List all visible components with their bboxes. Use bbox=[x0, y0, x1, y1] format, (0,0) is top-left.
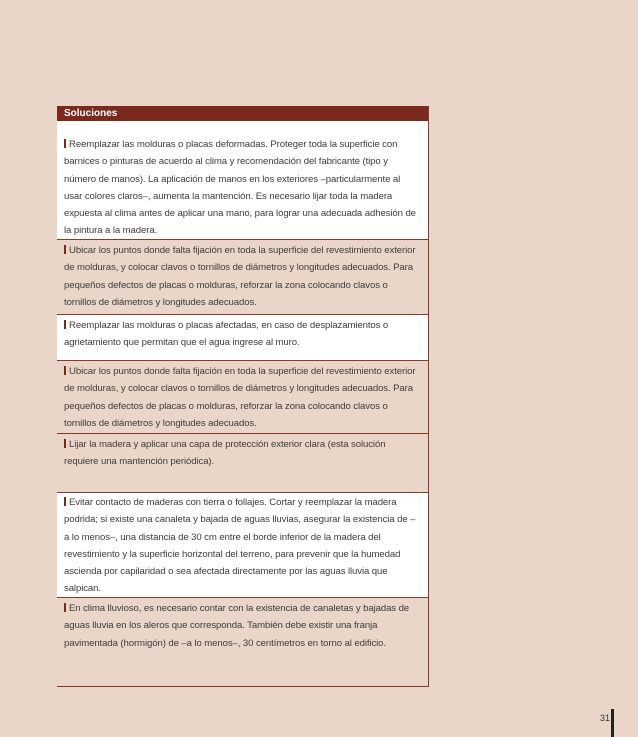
solutions-panel bbox=[57, 106, 429, 687]
solution-item bbox=[57, 434, 428, 492]
solution-text: Ubicar los puntos donde falta fijación en toda la superficie del revestimiento exterior de molduras, y colocar clavos o tornillos de diámetros y longitudes adecuados. Para pequeños defectos de placas o molduras, reforzar la zona colocando clavos o tornillos de diámetros y longitudes adecuados. bbox=[64, 245, 416, 308]
solution-item bbox=[57, 315, 428, 360]
bullet-bar bbox=[64, 497, 66, 506]
solution-text: Lijar la madera y aplicar una capa de protección exterior clara (esta solución requiere una mantención periódica). bbox=[64, 439, 386, 468]
solution-item bbox=[57, 598, 428, 686]
page-marker-bar bbox=[611, 709, 614, 737]
solution-text: Reemplazar las molduras o placas afectadas, en caso de desplazamientos o agrietamiento que permitan que el agua ingrese al muro. bbox=[64, 320, 389, 349]
bullet-bar bbox=[64, 245, 66, 254]
solution-text: Ubicar los puntos donde falta fijación en toda la superficie del revestimiento exterior de molduras, y colocar clavos o tornillos de diámetros y longitudes adecuados. Para pequeños defectos de placas o molduras, reforzar la zona colocando clavos o tornillos de diámetros y longitudes adecuados. bbox=[64, 366, 416, 429]
bullet-bar bbox=[64, 439, 66, 448]
page-number: 31 bbox=[600, 713, 611, 723]
bullet-bar bbox=[64, 366, 66, 375]
solution-item bbox=[57, 493, 428, 597]
bullet-bar bbox=[64, 603, 66, 612]
bullet-bar bbox=[64, 139, 66, 148]
solution-text: En clima lluvioso, es necesario contar con la existencia de canaletas y bajadas de aguas lluvia en los aleros que corresponda. También debe existir una franja pavimentada (hormigón) de –a lo menos–, 30 centímetros en torno al edificio. bbox=[64, 603, 410, 649]
solution-item bbox=[57, 121, 428, 239]
panel-header: Soluciones bbox=[57, 106, 428, 121]
solution-text: Evitar contacto de maderas con tierra o follajes. Cortar y reemplazar la madera podrida; si existe una canaleta y bajada de aguas lluvias, asegurar la existencia de –a lo menos–, una distancia de 30 cm entre el borde inferior de la madera del revestimiento y la superficie horizontal del terreno, para prevenir que la humedad ascienda por capilaridad o sea afectada directamente por las aguas lluvia que salpican. bbox=[64, 497, 416, 595]
solution-item bbox=[57, 361, 428, 433]
solution-item bbox=[57, 240, 428, 314]
solution-text: Reemplazar las molduras o placas deformadas. Proteger toda la superficie con barnices o pinturas de acuerdo al clima y recomendación del fabricante (tipo y número de manos). La aplicación de manos en los exteriores –particularmente al usar colores claros–, aumenta la mantención. Es necesario lijar toda la madera expuesta al clima antes de aplicar una mano, para lograr una adecuada adhesión de la pintura a la madera. bbox=[64, 139, 416, 237]
bullet-bar bbox=[64, 320, 66, 329]
